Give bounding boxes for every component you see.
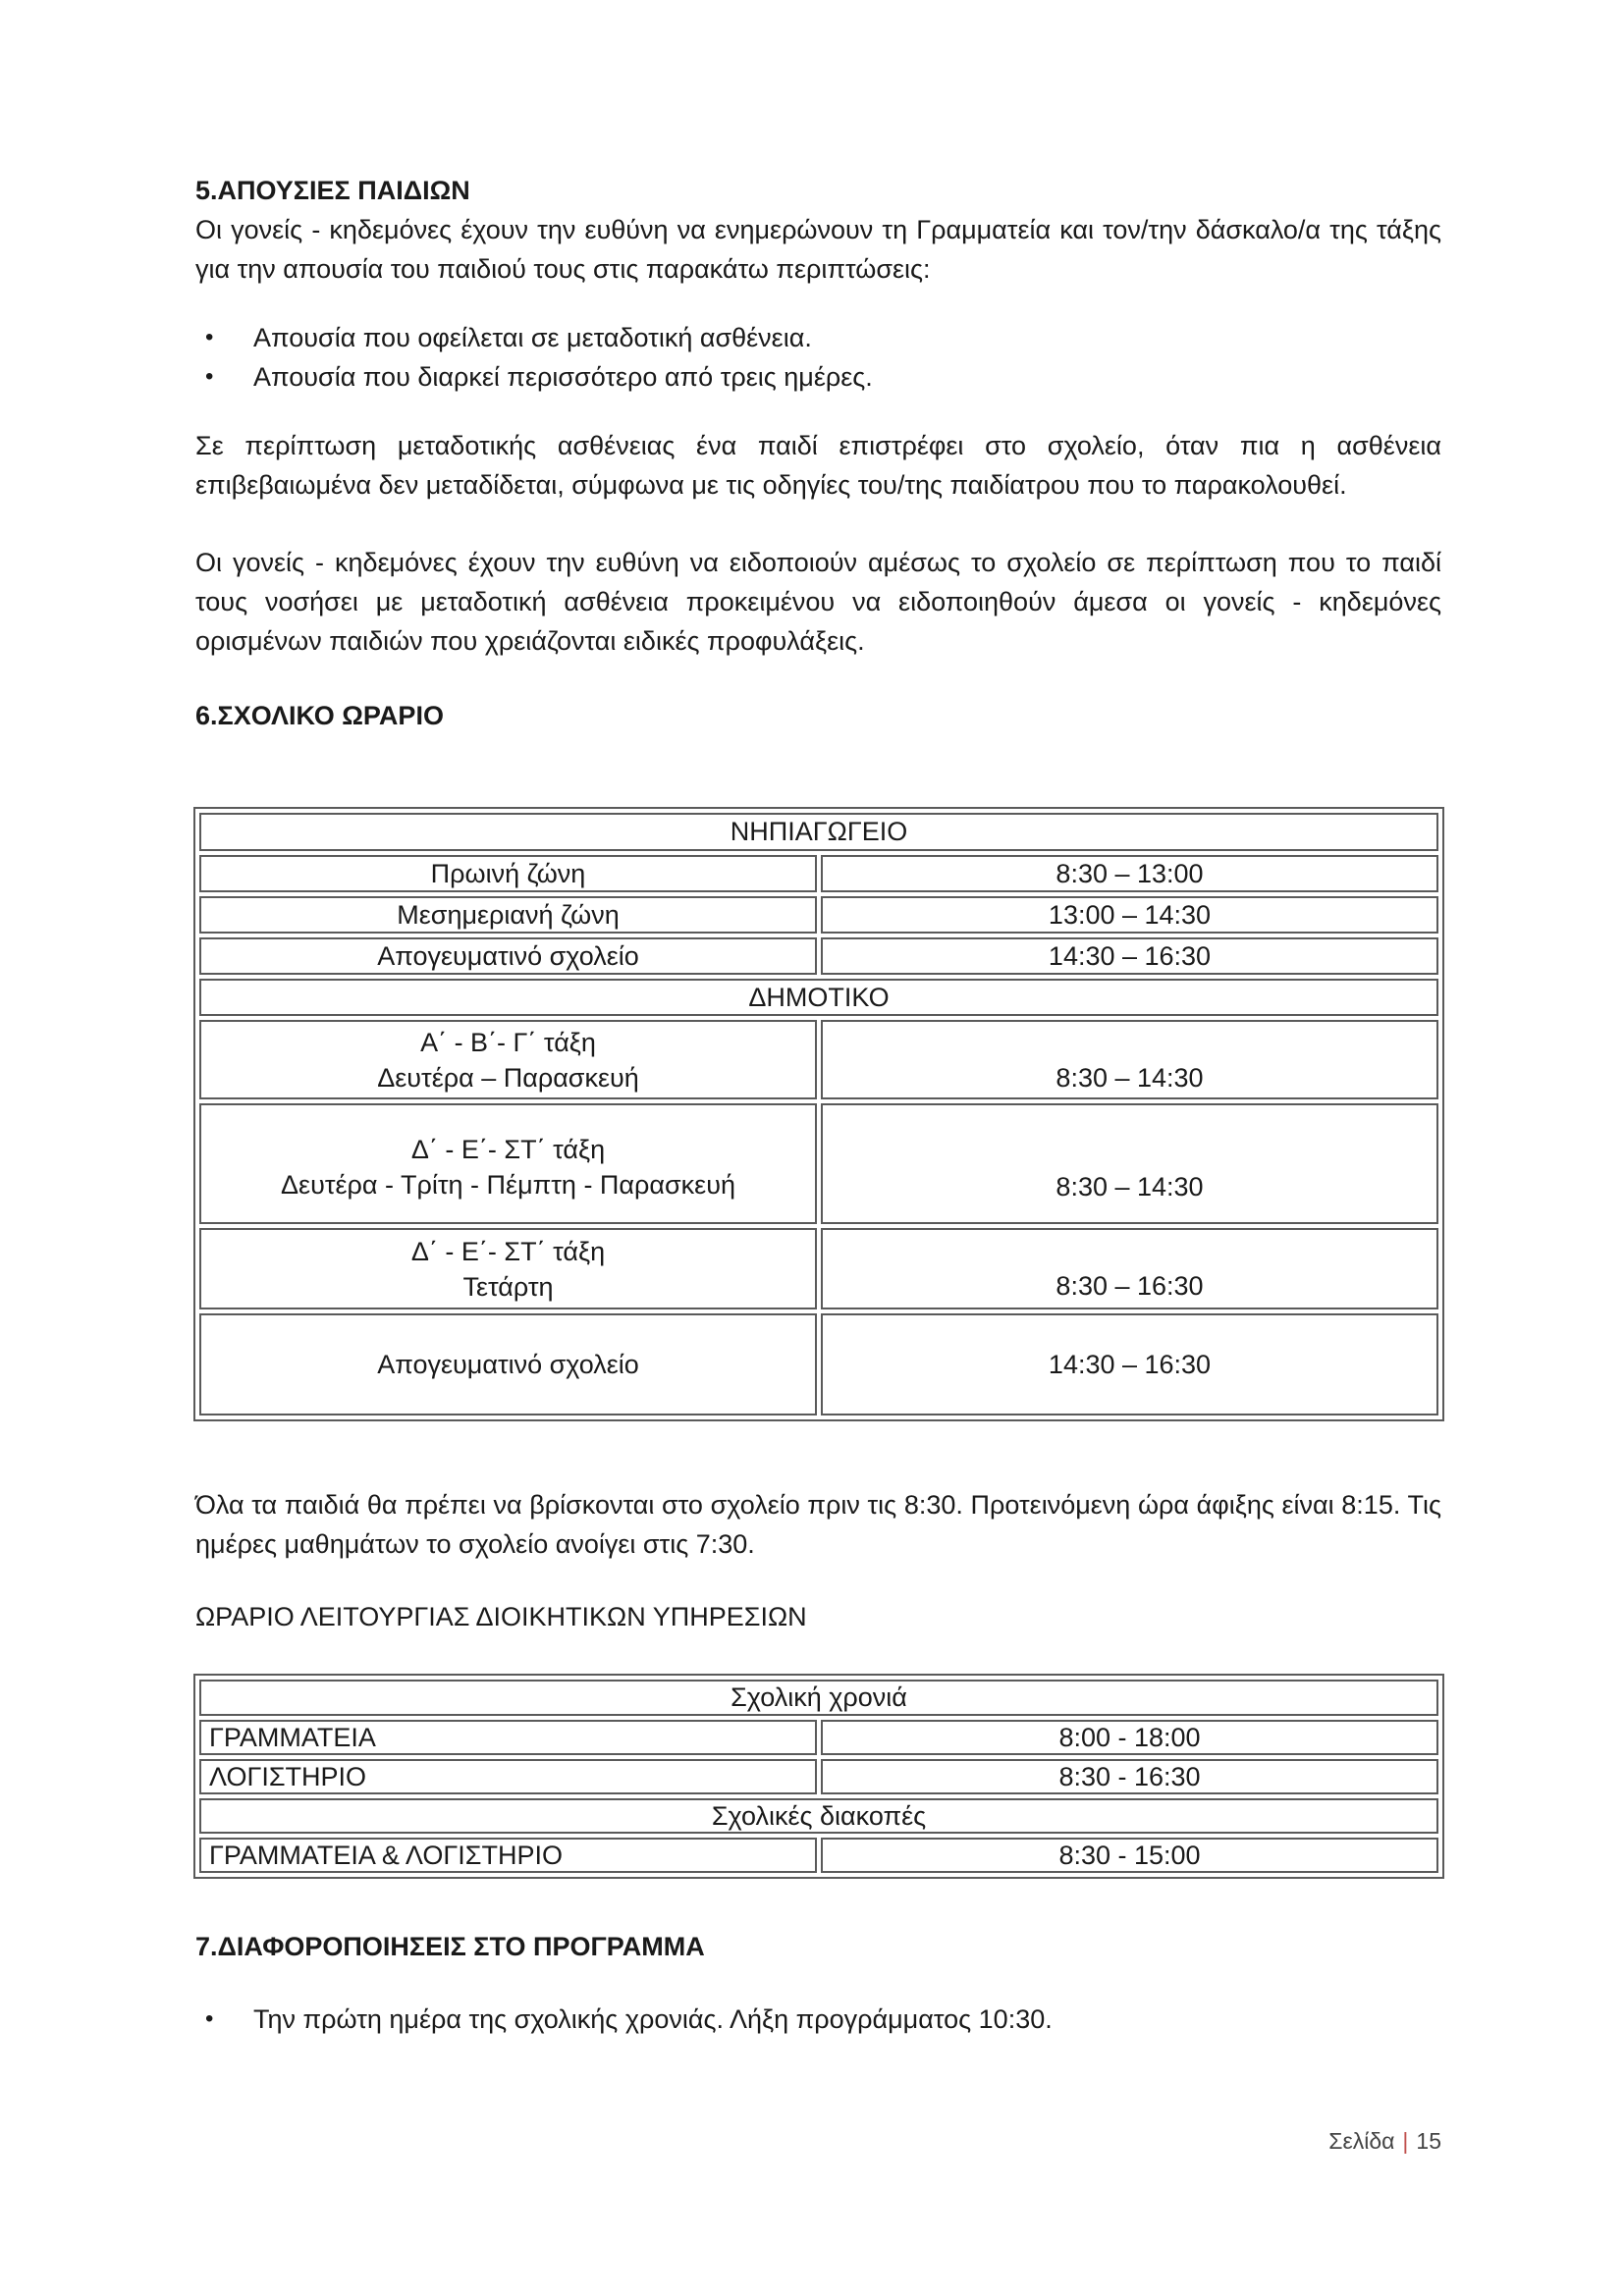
- table-row: [199, 937, 1438, 975]
- table-row: [199, 896, 1438, 934]
- time-text: 8:30 – 16:30: [1056, 1271, 1204, 1301]
- school-hours-table: [193, 807, 1444, 1421]
- list-item: • Την πρώτη ημέρα της σχολικής χρονιάς. Λήξη προγράμματος 10:30.: [195, 2000, 1441, 2039]
- table-cell-label: ΛΟΓΙΣΤΗΡΙΟ: [199, 1759, 817, 1794]
- section6-heading: 6.ΣΧΟΛΙΚΟ ΩΡΑΡΙΟ: [195, 701, 444, 730]
- table-cell-time: 8:30 – 13:00: [821, 855, 1438, 892]
- page-label: Σελίδα: [1328, 2128, 1395, 2154]
- table-cell-time: 8:30 - 15:00: [821, 1838, 1438, 1873]
- grade-line: Α΄ - Β΄- Γ΄ τάξη: [420, 1027, 596, 1057]
- table-cell-label: [199, 1228, 817, 1309]
- holidays-header: Σχολικές διακοπές: [199, 1798, 1438, 1834]
- kindergarten-header: ΝΗΠΙΑΓΩΓΕΙΟ: [199, 813, 1438, 851]
- admin-hours-table: [193, 1674, 1444, 1879]
- table-cell-label: Μεσημεριανή ζώνη: [199, 896, 817, 934]
- table-cell-time: 14:30 – 16:30: [821, 1313, 1438, 1415]
- time-text: 8:30 – 14:30: [1056, 1063, 1204, 1093]
- grade-line: Δ΄ - Ε΄- ΣΤ΄ τάξη: [410, 1237, 606, 1266]
- section5-paragraph-1: Σε περίπτωση μεταδοτικής ασθένειας ένα παιδί επιστρέφει στο σχολείο, όταν πια η ασθένεια επιβεβαιωμένα δεν μεταδίδεται, σύμφωνα με τις οδηγίες του/της παιδίατρου που το παρακολουθεί.: [195, 431, 1441, 500]
- school-year-header: Σχολική χρονιά: [199, 1680, 1438, 1716]
- admin-hours-title: ΩΡΑΡΙΟ ΛΕΙΤΟΥΡΓΙΑΣ ΔΙΟΙΚΗΤΙΚΩΝ ΥΠΗΡΕΣΙΩΝ: [195, 1602, 807, 1631]
- time-text: 8:30 – 14:30: [1056, 1172, 1204, 1201]
- table-row: [199, 1103, 1438, 1224]
- table-row: [199, 855, 1438, 892]
- table-cell-time: [821, 1228, 1438, 1309]
- table-cell-time: [821, 1103, 1438, 1224]
- table-cell-label: ΓΡΑΜΜΑΤΕΙΑ: [199, 1720, 817, 1755]
- table-row: [199, 1020, 1438, 1099]
- section5-paragraph-2: Οι γονείς - κηδεμόνες έχουν την ευθύνη να ειδοποιούν αμέσως το σχολείο σε περίπτωση που το παιδί τους νοσήσει με μεταδοτική ασθένεια προκειμένου να ειδοποιηθούν άμεσα οι γονείς - κηδεμόνες ορισμένων παιδιών που χρειάζονται ειδικές προφυλάξεις.: [195, 548, 1441, 656]
- table-row: [199, 1313, 1438, 1415]
- table-cell-label: Πρωινή ζώνη: [199, 855, 817, 892]
- table-cell-label: ΓΡΑΜΜΑΤΕΙΑ & ΛΟΓΙΣΤΗΡΙΟ: [199, 1838, 817, 1873]
- section5-bullet-list: [195, 318, 1441, 397]
- grade-line: Δ΄ - Ε΄- ΣΤ΄ τάξη: [410, 1135, 606, 1164]
- table-cell-label: [199, 1103, 817, 1224]
- arrival-note: Όλα τα παιδιά θα πρέπει να βρίσκονται στο σχολείο πριν τις 8:30. Προτεινόμενη ώρα άφιξης είναι 8:15. Τις ημέρες μαθημάτων το σχολείο ανοίγει στις 7:30.: [195, 1490, 1441, 1559]
- table-cell-time: 8:30 - 16:30: [821, 1759, 1438, 1794]
- section5-heading: 5.ΑΠΟΥΣΙΕΣ ΠΑΙΔΙΩΝ: [195, 176, 470, 205]
- table-row: [199, 1759, 1438, 1794]
- table-cell-time: 13:00 – 14:30: [821, 896, 1438, 934]
- table-cell-label: Απογευματινό σχολείο: [199, 937, 817, 975]
- page-content: [195, 171, 1441, 735]
- table-row: [199, 1838, 1438, 1873]
- list-item: • Απουσία που διαρκεί περισσότερο από τρεις ημέρες.: [195, 357, 1441, 397]
- table-cell-label: Απογευματινό σχολείο: [199, 1313, 817, 1415]
- days-line: Δευτέρα – Παρασκευή: [377, 1062, 639, 1093]
- primary-header: ΔΗΜΟΤΙΚΟ: [199, 979, 1438, 1016]
- table-cell-time: 8:00 - 18:00: [821, 1720, 1438, 1755]
- page-footer: [1328, 2128, 1441, 2155]
- section7-heading: 7.ΔΙΑΦΟΡΟΠΟΙΗΣΕΙΣ ΣΤΟ ΠΡΟΓΡΑΜΜΑ: [195, 1932, 705, 1961]
- days-line: Δευτέρα - Τρίτη - Πέμπτη - Παρασκευή: [281, 1170, 735, 1200]
- table-cell-time: [821, 1020, 1438, 1099]
- list-item: • Απουσία που οφείλεται σε μεταδοτική ασθένεια.: [195, 318, 1441, 357]
- page-number: 15: [1416, 2128, 1441, 2154]
- table-row: [199, 1228, 1438, 1309]
- table-cell-label: [199, 1020, 817, 1099]
- days-line: Τετάρτη: [462, 1272, 554, 1302]
- footer-separator: |: [1402, 2128, 1409, 2154]
- table-row: [199, 1720, 1438, 1755]
- section7-bullet-list: [195, 2000, 1441, 2039]
- section5-intro: Οι γονείς - κηδεμόνες έχουν την ευθύνη να ενημερώνουν τη Γραμματεία και τον/την δάσκαλο/α της τάξης για την απουσία του παιδιού τους στις παρακάτω περιπτώσεις:: [195, 215, 1441, 284]
- table-cell-time: 14:30 – 16:30: [821, 937, 1438, 975]
